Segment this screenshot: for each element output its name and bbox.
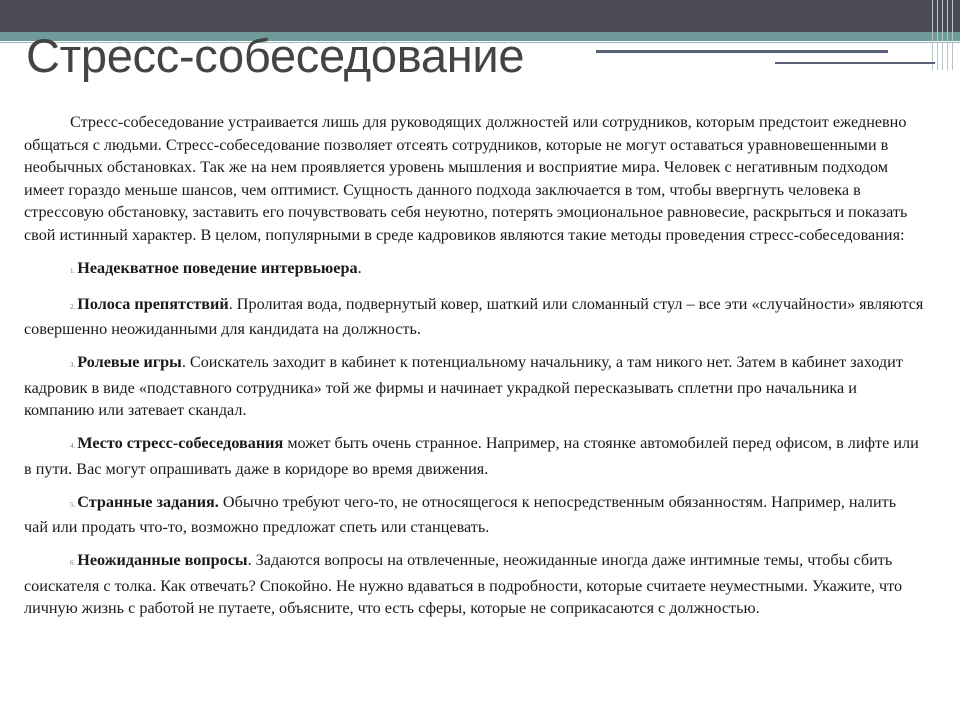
- list-number: 5.: [70, 500, 76, 509]
- item-text: может быть очень странное. Например, на стоянке автомобилей перед офисом, в лифте или в пути. Вас могут опрашивать даже в коридоре во время движения.: [24, 434, 919, 478]
- item-heading: Ролевые игры: [77, 353, 182, 371]
- list-number: 3.: [70, 361, 76, 369]
- decorative-stripes: [932, 0, 954, 70]
- list-number: 6.: [70, 559, 76, 567]
- list-number: 4.: [70, 442, 76, 450]
- methods-list: [24, 257, 924, 620]
- item-text: .: [357, 258, 362, 277]
- item-text: . Задаются вопросы на отвлеченные, неожиданные иногда даже интимные темы, чтобы сбить соискателя с толка. Как отвечать? Спокойно. Не нужно вдаваться в подробности, которые считаете неуместными. Укажите, что личную жизнь с работой не путаете, объясните, что есть сферы, которые не соприкасаются с должностью.: [24, 551, 903, 617]
- list-item: [24, 549, 924, 620]
- slide-body: [24, 111, 924, 620]
- item-heading: Место стресс-собеседования: [77, 434, 284, 452]
- title-underline-long: [596, 50, 888, 53]
- list-number: 2.: [70, 302, 76, 311]
- item-text: . Пролитая вода, подвернутый ковер, шаткий или сломанный стул – все эти «случайности» являются совершенно неожиданными для кандидата на должность.: [24, 294, 924, 338]
- list-item: [24, 491, 924, 539]
- item-heading: Странные задания.: [77, 492, 219, 511]
- slide-title: Стресс-собеседование: [26, 29, 525, 82]
- item-heading: Неожиданные вопросы: [77, 551, 248, 569]
- list-item: [24, 432, 924, 480]
- item-heading: Неадекватное поведение интервьюера: [77, 258, 358, 277]
- list-item: [24, 293, 924, 341]
- list-item: [24, 257, 924, 283]
- item-text: . Соискатель заходит в кабинет к потенциальному начальнику, а там никого нет. Затем в кабинет заходит кадровик в виде «подставного сотрудника» той же фирмы и начинает украдкой пересказывать сплетни про начальника и компанию или затевает скандал.: [24, 353, 903, 419]
- list-number: 1.: [70, 266, 76, 275]
- title-underline-short: [775, 62, 935, 64]
- intro-paragraph: Стресс-собеседование устраивается лишь для руководящих должностей или сотрудников, которым предстоит ежедневно общаться с людьми. Стресс-собеседование позволяет отсеять сотрудников, которые не могут оставаться уравновешенными в необычных обстановках. Так же на нем проявляется уровень мышления и восприятие мира. Человек с негативным подходом имеет гораздо меньше шансов, чем оптимист. Сущность данного подхода заключается в том, чтобы ввергнуть человека в стрессовую обстановку, заставить его почувствовать себя неуютно, потерять эмоциональное равновесие, раскрыться и показать свой истинный характер. В целом, популярными в среде кадровиков являются такие методы проведения стресс-собеседования:: [24, 113, 908, 244]
- item-heading: Полоса препятствий: [77, 294, 229, 313]
- list-item: [24, 351, 924, 422]
- item-text: Обычно требуют чего-то, не относящегося к непосредственным обязанностям. Например, налить чай или продать что-то, возможно предложат спеть или станцевать.: [24, 492, 897, 536]
